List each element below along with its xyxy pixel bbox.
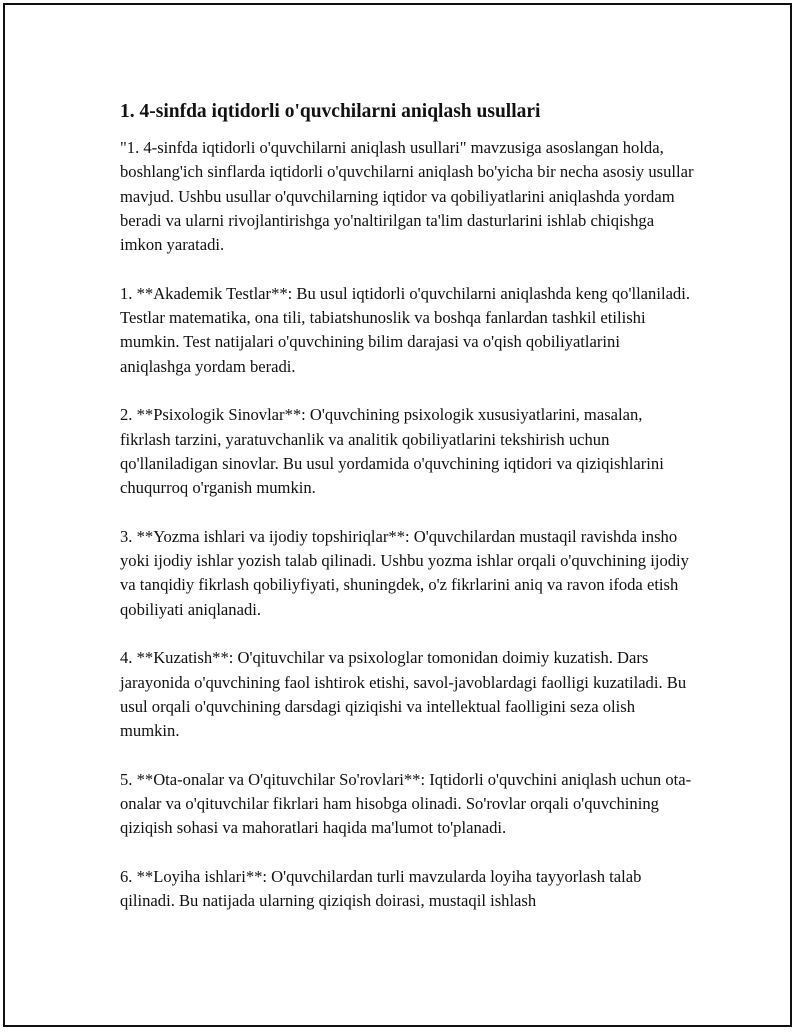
intro-paragraph: "1. 4-sinfda iqtidorli o'quvchilarni aniqlash usullari" mavzusiga asoslangan holda, boshlang'ich sinflarda iqtidorli o'quvchilarni aniqlash bo'yicha bir necha asosiy usullar mavjud. Ushbu usullar o'quvchilarning iqtidor va qobiliyatlarini aniqlashda yordam beradi va ularni rivojlantirishga yo'naltirilgan ta'lim dasturlarini ishlab chiqishga imkon yaratadi. xyxy=(120,138,694,255)
document-heading: 1. 4-sinfda iqtidorli o'quvchilarni aniqlash usullari xyxy=(120,101,541,122)
method-yozma-ishlari: 3. **Yozma ishlari va ijodiy topshiriqlar**: O'quvchilardan mustaqil ravishda insho yoki ijodiy ishlar yozish talab qilinadi. Ushbu yozma ishlar orqali o'quvchining ijodiy va tanqidiy fikrlash qobiliyfiyati, shuningdek, o'z fikrlarini aniq va ravon ifoda etish qobiliyati aniqlanadi. xyxy=(120,526,689,619)
method-sorovlar: 5. **Ota-onalar va O'qituvchilar So'rovlari**: Iqtidorli o'quvchini aniqlash uchun ota-onalar va o'qituvchilar fikrlari ham hisobga olinadi. So'rovlar orqali o'quvchining qiziqish sohasi va mahoratlari haqida ma'lumot to'planadi. xyxy=(120,769,692,838)
method-akademik-testlar: 1. **Akademik Testlar**: Bu usul iqtidorli o'quvchilarni aniqlashda keng qo'llaniladi. Testlar matematika, ona tili, tabiatshunoslik va boshqa fanlardan tashkil etilishi mumkin. Test natijalari o'quvchining bilim darajasi va o'qish qobiliyatlarini aniqlashga yordam beradi. xyxy=(120,283,690,376)
page-frame xyxy=(3,3,792,1027)
method-loyiha-ishlari: 6. **Loyiha ishlari**: O'quvchilardan turli mavzularda loyiha tayyorlash talab qilinadi. Bu natijada ularning qiziqish doirasi, mustaqil ishlash xyxy=(120,866,642,911)
method-psixologik-sinovlar: 2. **Psixologik Sinovlar**: O'quvchining psixologik xususiyatlarini, masalan, fikrlash tarzini, yaratuvchanlik va analitik qobiliyatlarini tekshirish uchun qo'llaniladigan sinovlar. Bu usul yordamida o'quvchining iqtidori va qiziqishlarini chuqurroq o'rganish mumkin. xyxy=(120,405,664,498)
document-body xyxy=(120,100,695,914)
method-kuzatish: 4. **Kuzatish**: O'qituvchilar va psixologlar tomonidan doimiy kuzatish. Dars jarayonida o'quvchining faol ishtirok etishi, savol-javoblardagi faolligi kuzatiladi. Bu usul orqali o'quvchining darsdagi qiziqishi va intellektual faolligini seza olish mumkin. xyxy=(120,648,687,741)
